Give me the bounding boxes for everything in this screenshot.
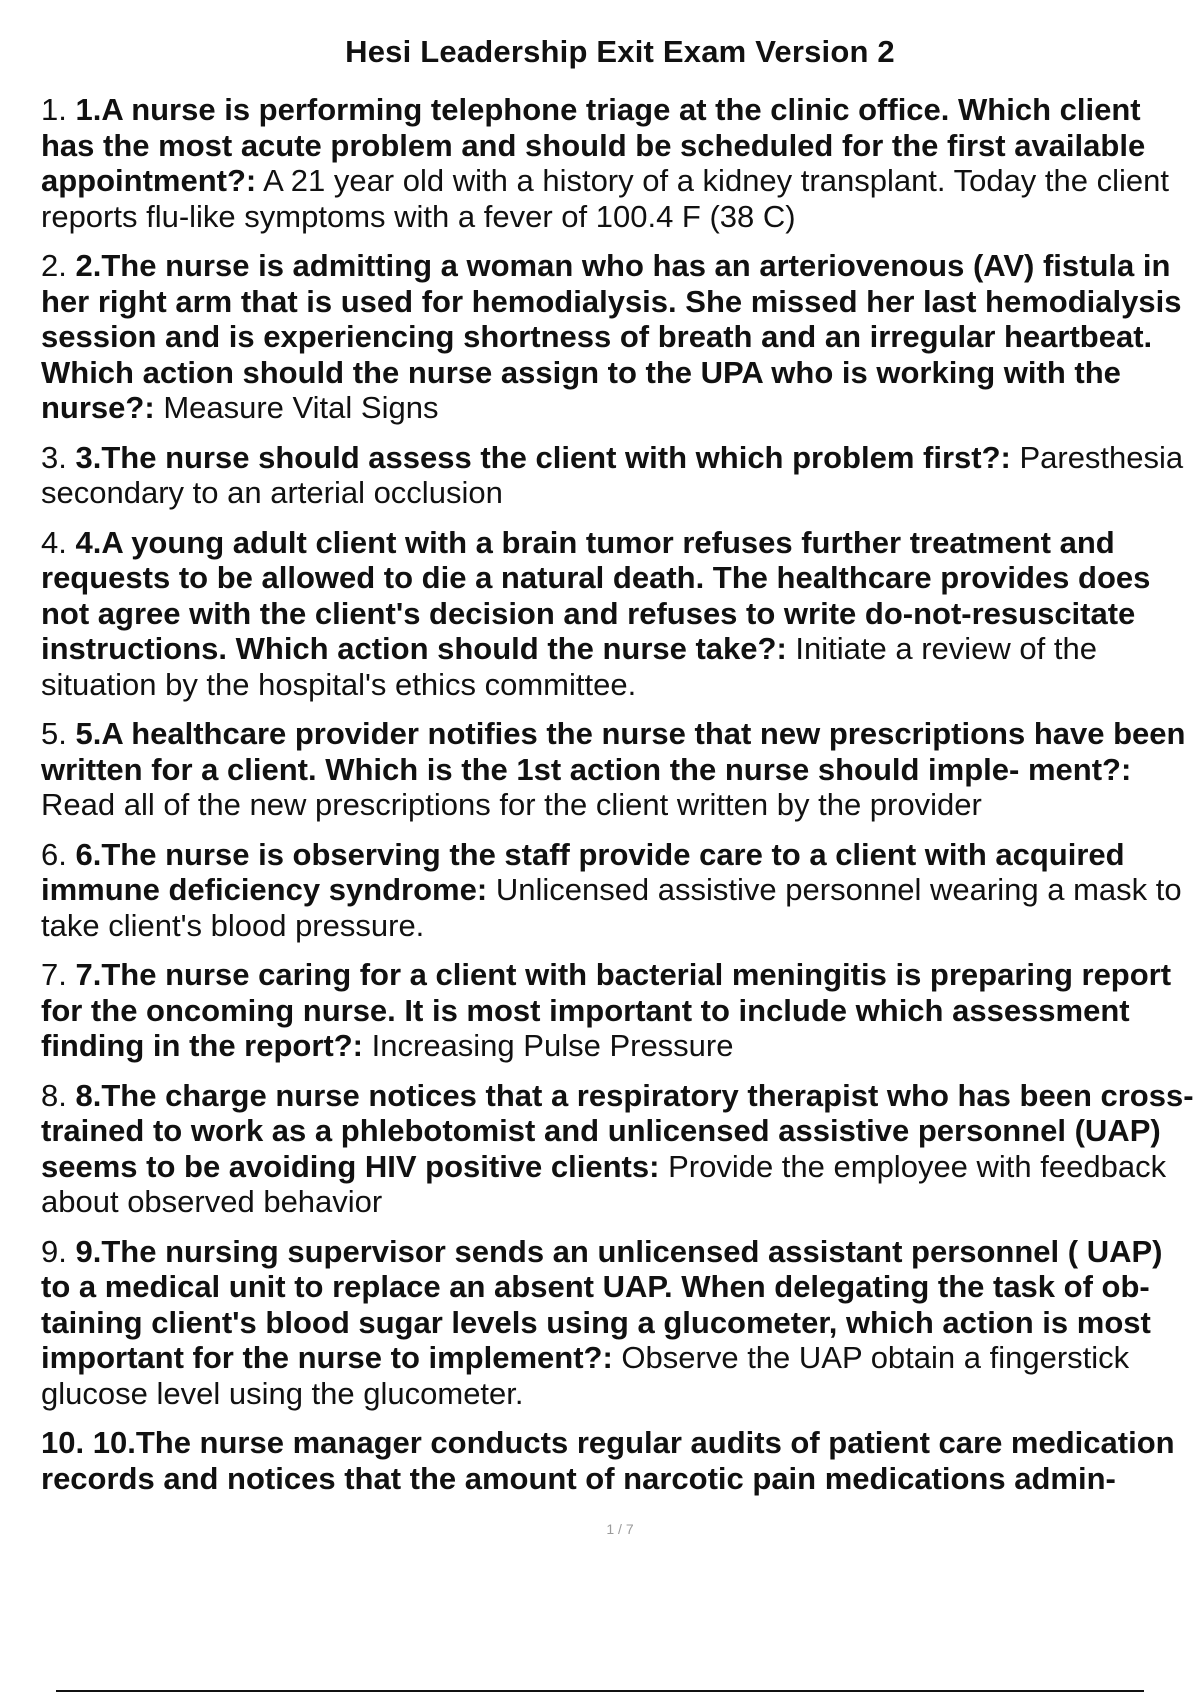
answer-text: Observe the UAP obtain a fingerstick glucose level using the glucometer. [41, 1340, 1130, 1411]
answer-text: Increasing Pulse Pressure [371, 1028, 734, 1063]
question-item-6 [41, 837, 1196, 944]
question-text: 8.The charge nurse notices that a respiratory therapist who has been cross-trained to work as a phlebotomist and unlicensed assistive personnel (UAP) seems to be avoiding HIV positive clients: [41, 1077, 1194, 1184]
question-item-7 [41, 957, 1196, 1064]
question-item-3 [41, 440, 1196, 511]
page-number: 1 / 7 [606, 1521, 634, 1537]
item-number: 7. [41, 957, 67, 992]
question-item-9 [41, 1234, 1196, 1412]
answer-text: A 21 year old with a history of a kidney transplant. Today the client reports flu-like symptoms with a fever of 100.4 F (38 C) [41, 163, 1169, 234]
question-item-10 [41, 1425, 1196, 1496]
question-text: 10.The nurse manager conducts regular audits of patient care medication records and notices that the amount of narcotic pain medications admin- [41, 1425, 1175, 1496]
answer-text: Read all of the new prescriptions for the client written by the provider [41, 787, 982, 822]
item-number: 5. [41, 716, 67, 751]
question-text: 9.The nursing supervisor sends an unlicensed assistant personnel ( UAP) to a medical unit to replace an absent UAP. When delegating the task of ob- taining client's blood sugar levels using a glucometer, which action is most important for the nurse to implement?: [41, 1233, 1163, 1375]
item-number: 6. [41, 836, 67, 872]
question-text: 6.The nurse is observing the staff provide care to a client with acquired immune deficiency syndrome: [41, 836, 1125, 907]
question-text: 3.The nurse should assess the client with which problem first?: [75, 439, 1011, 475]
question-text: 5.A healthcare provider notifies the nurse that new prescriptions have been written for a client. Which is the 1st action the nurse should imple- ment?: [41, 716, 1186, 787]
question-list [41, 92, 1196, 1510]
item-number: 2. [41, 248, 67, 283]
item-number: 4. [41, 524, 67, 560]
answer-text: Provide the employee with feedback about observed behavior [41, 1148, 1167, 1219]
question-item-4 [41, 525, 1196, 703]
answer-text: Initiate a review of the situation by the hospital's ethics committee. [41, 631, 1097, 702]
question-text: 4.A young adult client with a brain tumor refuses further treatment and requests to be allowed to die a natural death. The healthcare provides does not agree with the client's decision and refuses to write do-not-resuscitate instructions. Which action should the nurse take?: [41, 524, 1151, 666]
question-item-5 [41, 716, 1196, 823]
question-item-2 [41, 248, 1196, 426]
item-number: 3. [41, 439, 67, 475]
footer-divider [56, 1690, 1144, 1692]
item-number: 9. [41, 1233, 67, 1269]
answer-text: Unlicensed assistive personnel wearing a mask to take client's blood pressure. [41, 872, 1182, 943]
question-item-8 [41, 1078, 1196, 1220]
document-title: Hesi Leadership Exit Exam Version 2 [345, 34, 895, 69]
question-item-1 [41, 92, 1196, 234]
item-number: 10. [41, 1425, 85, 1460]
question-text: 1.A nurse is performing telephone triage at the clinic office. Which client has the most acute problem and should be scheduled for the first available appointment?: [41, 92, 1146, 198]
answer-text: Paresthesia secondary to an arterial occlusion [41, 439, 1184, 510]
question-text: 2.The nurse is admitting a woman who has an arteriovenous (AV) fistula in her right arm that is used for hemodialysis. She missed her last hemodialysis session and is experiencing shortness of breath and an irregular heartbeat. Which action should the nurse assign to the UPA who is working with the nurse?: [41, 248, 1182, 425]
question-text: 7.The nurse caring for a client with bacterial meningitis is preparing report for the oncoming nurse. It is most important to include which assessment finding in the report?: [41, 957, 1172, 1063]
item-number: 8. [41, 1077, 67, 1113]
item-number: 1. [41, 92, 67, 127]
answer-text: Measure Vital Signs [163, 390, 439, 425]
